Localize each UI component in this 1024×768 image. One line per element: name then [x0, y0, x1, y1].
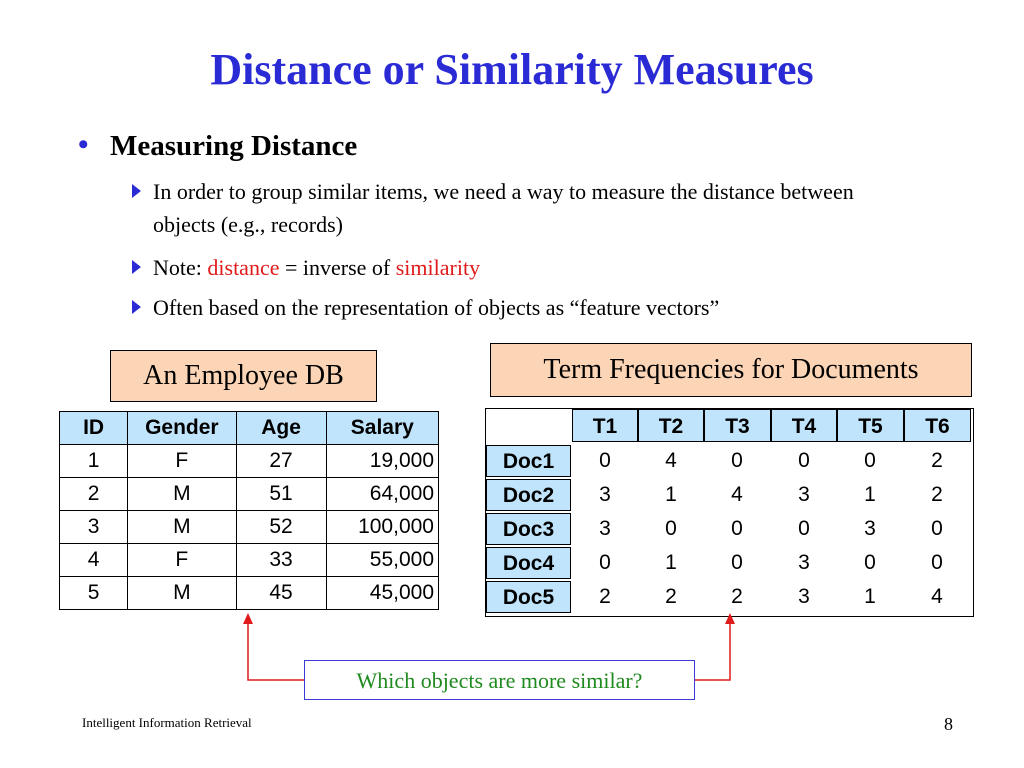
table-cell: 0	[931, 551, 943, 574]
employee-db-label: An Employee DB	[110, 350, 377, 402]
cell-salary: 64,000	[326, 478, 438, 511]
col-header-t4: T4	[771, 409, 837, 442]
col-header-t2: T2	[638, 409, 704, 442]
table-cell: 2	[731, 585, 743, 608]
main-bullet-text: Measuring Distance	[110, 130, 358, 162]
cell-age: 45	[236, 577, 326, 610]
table-cell: 2	[931, 483, 943, 506]
table-cell: 0	[864, 449, 876, 472]
term-frequencies-label: Term Frequencies for Documents	[490, 343, 972, 397]
col-header-age: Age	[236, 412, 326, 445]
table-cell: 2	[931, 449, 943, 472]
right-connector-line	[695, 622, 730, 680]
row-label-doc2: Doc2	[486, 479, 571, 511]
table-cell: 0	[731, 517, 743, 540]
cell-gender: M	[128, 511, 236, 544]
table-cell: 3	[798, 551, 810, 574]
table-cell: 2	[665, 585, 677, 608]
row-label-doc5: Doc5	[486, 581, 571, 613]
cell-age: 33	[236, 544, 326, 577]
table-cell: 3	[599, 483, 611, 506]
cell-gender: F	[128, 445, 236, 478]
cell-id: 4	[60, 544, 128, 577]
footer-text: Intelligent Information Retrieval	[82, 715, 252, 730]
table-cell: 0	[798, 517, 810, 540]
sub-bullet-3-text: Often based on the representation of objects as “feature vectors”	[153, 295, 720, 320]
table-cell: 1	[864, 585, 876, 608]
cell-age: 27	[236, 445, 326, 478]
note-middle: = inverse of	[279, 255, 396, 280]
cell-id: 5	[60, 577, 128, 610]
col-header-t3: T3	[704, 409, 771, 442]
note-prefix: Note:	[153, 255, 208, 280]
col-header-t6: T6	[904, 409, 971, 442]
cell-gender: M	[128, 577, 236, 610]
cell-id: 3	[60, 511, 128, 544]
cell-age: 52	[236, 511, 326, 544]
table-cell: 3	[798, 585, 810, 608]
col-header-gender: Gender	[128, 412, 236, 445]
table-cell: 4	[931, 585, 943, 608]
similarity-question: Which objects are more similar?	[304, 660, 695, 700]
row-label-doc3: Doc3	[486, 513, 571, 545]
table-cell: 0	[599, 551, 611, 574]
table-cell: 1	[665, 551, 677, 574]
cell-salary: 19,000	[326, 445, 438, 478]
table-cell: 4	[665, 449, 677, 472]
table-cell: 3	[798, 483, 810, 506]
cell-gender: M	[128, 478, 236, 511]
cell-age: 51	[236, 478, 326, 511]
table-cell: 1	[665, 483, 677, 506]
bullet-dot-icon: •	[78, 128, 89, 161]
table-cell: 0	[731, 449, 743, 472]
cell-gender: F	[128, 544, 236, 577]
table-cell: 0	[931, 517, 943, 540]
page-number: 8	[944, 714, 953, 734]
similarity-term: similarity	[395, 255, 481, 280]
table-cell: 0	[599, 449, 611, 472]
col-header-salary: Salary	[326, 412, 438, 445]
cell-salary: 55,000	[326, 544, 438, 577]
arrowhead-up-icon	[725, 613, 735, 624]
row-label-doc4: Doc4	[486, 547, 571, 579]
col-header-id: ID	[60, 412, 128, 445]
slide-title: Distance or Similarity Measures	[210, 45, 814, 94]
table-cell: 3	[599, 517, 611, 540]
table-cell: 3	[864, 517, 876, 540]
cell-id: 2	[60, 478, 128, 511]
distance-term: distance	[207, 255, 280, 280]
left-connector-line	[248, 622, 304, 680]
col-header-t5: T5	[837, 409, 904, 442]
table-cell: 1	[864, 483, 876, 506]
table-cell: 0	[864, 551, 876, 574]
cell-id: 1	[60, 445, 128, 478]
col-header-t1: T1	[572, 409, 638, 442]
cell-salary: 100,000	[326, 511, 438, 544]
table-cell: 2	[599, 585, 611, 608]
row-label-doc1: Doc1	[486, 445, 571, 477]
table-cell: 0	[665, 517, 677, 540]
cell-salary: 45,000	[326, 577, 438, 610]
table-cell: 0	[798, 449, 810, 472]
sub-bullet-1-text: In order to group similar items, we need a way to measure the distance between objects (e.g., records)	[153, 179, 854, 237]
table-cell: 0	[731, 551, 743, 574]
arrowhead-up-icon	[243, 613, 253, 624]
table-cell: 4	[731, 483, 743, 506]
